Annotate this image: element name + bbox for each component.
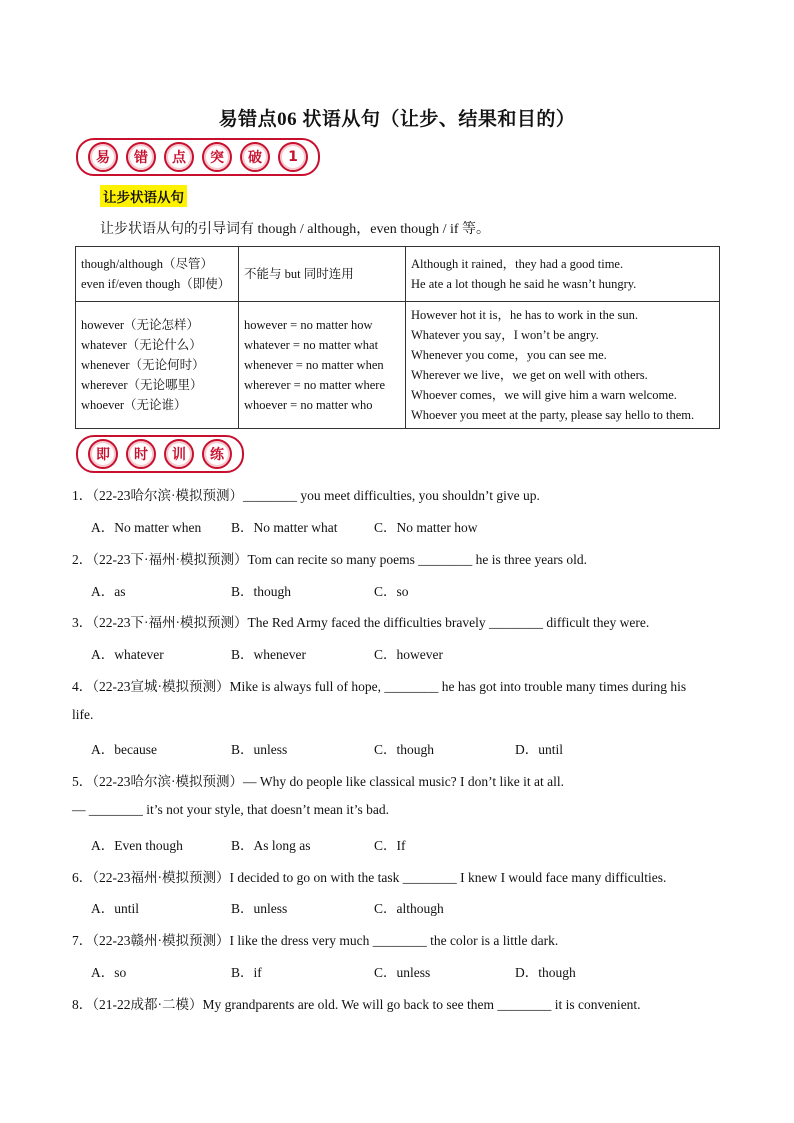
grammar-table xyxy=(75,246,720,429)
option[interactable]: B．unless xyxy=(231,742,288,757)
option[interactable]: A．whatever xyxy=(91,647,164,662)
option[interactable]: C．If xyxy=(374,838,406,853)
banner-char: 错 xyxy=(126,142,156,172)
option[interactable]: A．because xyxy=(91,742,157,757)
option[interactable]: C．unless xyxy=(374,965,431,980)
section-label: 让步状语从句 xyxy=(100,185,187,207)
option[interactable]: B．As long as xyxy=(231,838,311,853)
banner-char: 时 xyxy=(126,439,156,469)
banner-char: 练 xyxy=(202,439,232,469)
option[interactable]: A．until xyxy=(91,901,140,916)
question-4: 4．（22-23宣城·模拟预测）Mike is always full of hope, ________ he has got into trouble many times during his xyxy=(72,679,687,694)
banner-practice xyxy=(76,435,244,473)
option[interactable]: B．unless xyxy=(231,901,288,916)
option[interactable]: A．as xyxy=(91,584,126,599)
question-5: 5．（22-23哈尔滨·模拟预测）— Why do people like classical music? I don’t like it at all. xyxy=(72,774,565,789)
option[interactable]: C．however xyxy=(374,647,443,662)
table-cell: however = no matter how whatever = no matter what whenever = no matter when wherever = no matter where whoever = no matter who xyxy=(239,302,406,429)
option[interactable]: B．though xyxy=(231,584,292,599)
question-6: 6．（22-23福州·模拟预测）I decided to go on with the task ________ I knew I would face many difficulties. xyxy=(72,870,667,885)
banner-char: 突 xyxy=(202,142,232,172)
intro-text: 让步状语从句的引导词有 though / although，even though / if 等。 xyxy=(100,222,491,237)
banner-char: 点 xyxy=(164,142,194,172)
banner-char: 训 xyxy=(164,439,194,469)
option[interactable]: B．whenever xyxy=(231,647,306,662)
option[interactable]: A．Even though xyxy=(91,838,183,853)
question-7: 7．（22-23赣州·模拟预测）I like the dress very much ________ the color is a little dark. xyxy=(72,933,559,948)
banner-char: 易 xyxy=(88,142,118,172)
question-3: 3．（22-23下·福州·模拟预测）The Red Army faced the difficulties bravely ________ difficult they were. xyxy=(72,615,650,630)
option[interactable]: A．so xyxy=(91,965,127,980)
option[interactable]: D．though xyxy=(515,965,576,980)
question-2: 2．（22-23下·福州·模拟预测）Tom can recite so many poems ________ he is three years old. xyxy=(72,552,587,567)
banner-char: 1 xyxy=(278,142,308,172)
option[interactable]: B．if xyxy=(231,965,262,980)
option[interactable]: C．although xyxy=(374,901,444,916)
option[interactable]: B．No matter what xyxy=(231,520,338,535)
banner-char: 破 xyxy=(240,142,270,172)
option[interactable]: C．No matter how xyxy=(374,520,478,535)
option[interactable]: A．No matter when xyxy=(91,520,202,535)
option[interactable]: C．so xyxy=(374,584,409,599)
table-cell: however（无论怎样） whatever（无论什么） whenever（无论何时） wherever（无论哪里） whoever（无论谁） xyxy=(76,302,239,429)
option[interactable]: D．until xyxy=(515,742,564,757)
table-row xyxy=(76,247,720,302)
banner-error-breakthrough xyxy=(76,138,320,176)
table-cell: though/although（尽管） even if/even though（即使） xyxy=(76,247,239,302)
table-cell: Although it rained，they had a good time. He ate a lot though he said he wasn’t hungry. xyxy=(406,247,720,302)
question-5-continued: — ________ it’s not your style, that doesn’t mean it’s bad. xyxy=(72,802,389,817)
table-row xyxy=(76,302,720,429)
page-title: 易错点06 状语从句（让步、结果和目的） xyxy=(218,109,576,130)
question-4-continued: life. xyxy=(72,707,94,722)
option[interactable]: C．though xyxy=(374,742,435,757)
question-8: 8．（21-22成都·二模）My grandparents are old. We will go back to see them ________ it is convenient. xyxy=(72,997,641,1012)
question-1: 1．（22-23哈尔滨·模拟预测）________ you meet difficulties, you shouldn’t give up. xyxy=(72,488,540,503)
banner-char: 即 xyxy=(88,439,118,469)
table-cell: 不能与 but 同时连用 xyxy=(239,247,406,302)
table-cell: However hot it is，he has to work in the sun. Whatever you say，I won’t be angry. Whenever you come，you can see me. Wherever we live，we get on well with others. Whoever comes，we will give him a warn welcome. Whoever you meet at the party, please say hello to them. xyxy=(406,302,720,429)
